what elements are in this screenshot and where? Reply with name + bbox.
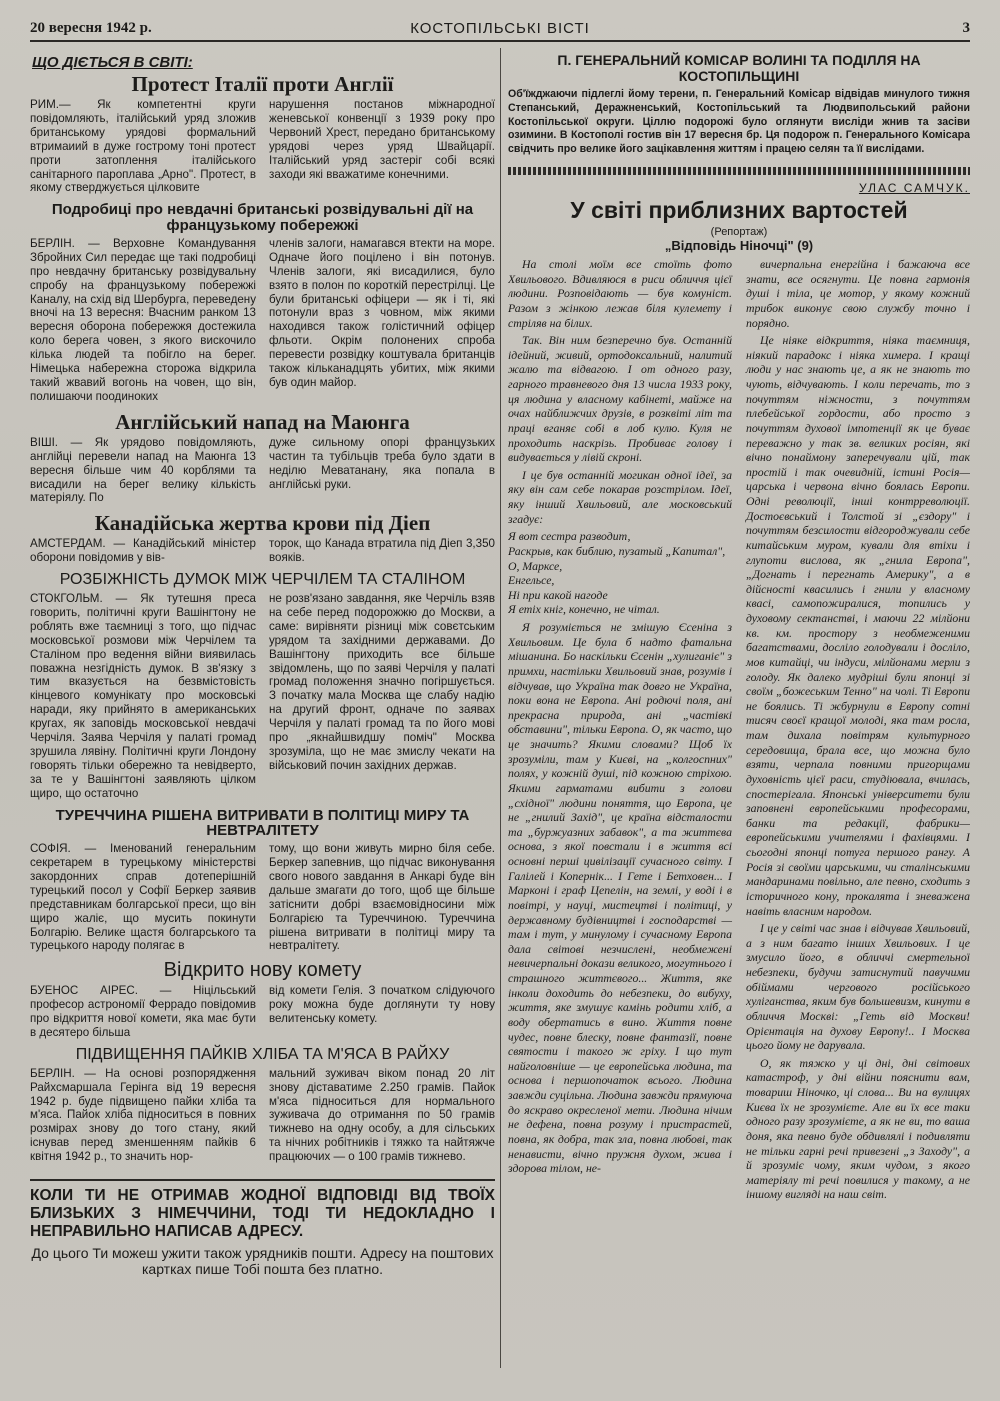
page-number: 3: [962, 20, 970, 36]
article-paragraph: О, як тяжко у ці дні, дні світових катастроф, у дні війни пояснити вам, товариш Ніночко, ці слова... Ви на вулицях Києва їх не зрозумієте. Але ви їх все таки одного разу зрозумієте, а як не ви, то ваша доня, яка певно буде обдивлялі і подивляти не тільки гарні речі привезені „з Заходу", а й зрозуміє чому, яким чудом, з якого матеріялу ті речі повилися у такому, а не іншому вигляді на наш світ.: [746, 1055, 970, 1202]
article-author: УЛАС САМЧУК.: [858, 181, 970, 196]
right-column: [508, 48, 970, 1393]
news-text: нарушення постанов міжнародної женевської конвенції з 1939 року про Червоний Хрест, передано британському урядові через уряд Швайцарії. Італійський уряд застеріг собі всякі заходи які вважатиме конечними.: [269, 98, 495, 181]
headline-british-recon: Подробиці про невдачні британські розвідувальні дії на французькому побережжі: [51, 201, 474, 235]
news-text: не розв'язано завдання, яке Черчіль взяв на себе перед подорожжю до Москви, а саме: вирівняти різниці між совєтським урядом та західними державами. До Вашінгтону приходить все більше звідомлень, що по заяві Черчіля у палаті громад положення значно погіршується. З початку мала Москва ще слабу надію на другий фронт, одначе по заявах Черчіля у палаті громад та по його мові про „якнайшвидшу поміч" Москва зрозуміла, що не має змислу чекати на військовий почин західних держав.: [269, 592, 495, 772]
news-text: РИМ.— Як компетентні круги повідомляють, італійський уряд зложив британському урядові формальний втримаиий в дуже гострому тоні протест проти затоплення італійського санітарного пароплава „Арно". Протест, в якому стверджується цілковите: [30, 98, 256, 195]
article-col-2: [746, 257, 970, 1205]
commissar-text: Об'їжджаючи підлеглі йому терени, п. Генеральний Комісар відвідав минулого тижня Степанський, Деражненський, Костопільський та Людвипольський райони Костопільської округи. Ціллю подорожі було оглянути висліди жнив та засіви озимини. В Костополі гостив він 17 вересня бр. Ця подорож п. Генерального Комісара свідчить про велике його зацікавлення життям і працею селян та її вислідами.: [508, 88, 970, 156]
headline-majunga: Англійський напад на Маюнга: [115, 409, 410, 434]
news-text: ВІШІ. — Як урядово повідомляють, англійці перевели напад на Маюнга 13 вересня більше чим 40 корблями та висадили на берег велику кількість матеріялу. По: [30, 435, 256, 505]
news-item: [30, 237, 495, 409]
article-paragraph: На столі моїм все стоїть фото Хвильового. Вдивляюся в риси обличчя цієї людини. Розповідають — був комуніст. Разом з жінкою лежав біля кулемету і стріляв на білих.: [508, 257, 732, 330]
postal-notice-bold: КОЛИ ТИ НЕ ОТРИМАВ ЖОДНОЇ ВІДПОВІДІ ВІД ТВОЇХ БЛИЗЬКИХ З НІМЕЧЧИНИ, ТОДІ ТИ НЕДОКЛАДНО І НЕПРАВИЛЬНО НАПИСАВ АДРЕСУ.: [30, 1187, 495, 1240]
news-item: [30, 98, 495, 200]
news-text: АМСТЕРДАМ. — Канадійський міністер оборони повідомив у вів-: [30, 537, 256, 565]
news-text: членів залоги, намагався втекти на море. Одначе його поцілено і він потонув. Членів залоги, які висадилися, було взято в полон по короткій перестрілці. Це були британські офіцери — як і ті, які потонули враз з човном, між якими находився також голістичний офіцер фльоти. Окрім полонених спроба перевести розвідку коштувала британців також кільканадцять убитих, між якими був один майор.: [269, 236, 495, 389]
news-text: мальний зуживач віком понад 20 літ знову діставатиме 2.250 грамів. Пайок м'яса підноситься для нормального зуживача до отримання по 50 грамів тижнево на одну особу, а для сільських та нічних робітників і тяжко та найтяжче працюючих — о 100 грамів тижнево.: [269, 1066, 495, 1164]
news-text: БУЕНОС АІРЕС. — Ніцільський професор астрономії Феррадо повідомив про відкриття нової комети, яка має бути в десятеро більша: [30, 984, 256, 1040]
article-paragraph: І це у світі час знав і відчував Хвильовий, а з ним багато інших Хвильових. І це змусило його, в обличчі смертельної небезпеки, будучи затиснутий павучими обіймами чергового російського хуліганства, яким був большевизм, кинути в обличчя Москві: „Геть від Москви! Орієнтація на духову Европу!.. І Москва цього йому не дарувала.: [746, 921, 970, 1053]
article-body: [508, 257, 970, 1205]
article-poem: Я вот сестра разводит, Раскрыв, как библию, пузатый „Капитал", О, Марксе, Енгельсе, Ні при какой нагоде Я етіх кніг, конечно, не чітал.: [508, 529, 726, 617]
article-series: „Відповідь Ніночці" (9): [664, 238, 814, 254]
postal-notice: [30, 1179, 495, 1278]
section-label: ЩО ДІЄТЬСЯ В СВІТІ:: [32, 54, 193, 71]
decorative-rule: [508, 167, 970, 175]
news-text: СТОКГОЛЬМ. — Як тутешня преса говорить, політичні круги Вашінгтону не роблять вже таємниці з того, що підчас московської розмови між Черчілем та Сталіном про ведення війни виявилась поважна незгідність думок. В зв'язку з тим вказується на безвмістовість кінцевого комунікату про московські наради, яку прийнято в американських кругах, як заповідь московської невдачі Черчіля. Заява Черчіля у палаті громад зрушила лявіну. Політичні круги Лондону говорять тільки обережно та невідверто, за те у Вашінгтоні заявляють цілком щиро, що остаточно: [30, 592, 256, 800]
headline-turkey: ТУРЕЧЧИНА РІШЕНА ВИТРИВАТИ В ПОЛІТИЦІ МИРУ ТА НЕВТРАЛІТЕТУ: [55, 806, 470, 840]
news-text: СОФІЯ. — Іменований генеральним секретарем в турецькому міністерстві закордонних справ дотеперішній турецький посол у Софії Беркер заявив представникам болгарської преси, що він щиро жаліє, що мусить покинути Болгарію. Велике щастя болгарського та турецького народу полягає в: [30, 842, 256, 953]
news-text: дуже сильному опорі французьких частин та тубільців треба було здати в неділю Меватанану, яка попала в англійські руки.: [269, 435, 495, 491]
news-text: БЕРЛІН. — На основі розпорядження Райхсмаршала Герінга від 19 вересня 1942 р. буде підвищено пайки хліба та м'яса. Пайок хліба підноситься в повних розмірах знову до того стану, який існував перед зменшенням пайків 6 квітня 1942 р., то значить нор-: [30, 1066, 256, 1164]
headline-churchill-stalin: РОЗБІЖНІСТЬ ДУМОК МІЖ ЧЕРЧІЛЕМ ТА СТАЛІНОМ: [59, 571, 466, 589]
news-text: торок, що Канада втратила під Діеп 3,350 вояків.: [269, 537, 495, 565]
issue-date: 20 вересня 1942 р.: [30, 20, 152, 36]
article-title: У світі приблизних вартостей: [570, 197, 908, 224]
news-item: [30, 592, 495, 806]
headline-comet: Відкрито нову комету: [163, 959, 362, 982]
news-item: [30, 537, 495, 570]
article-paragraph: Так. Він ним безперечно був. Останній ідейний, живий, ортодоксальний, налитий жалю та відвагою. І от одного разу, гарного травневого дня 13 числа 1933 року, ця людина у власному кабінеті, майже на очах найближчих друзів, в розквіті літ та праці вганяє собі в лоб кулю. Куля не проходить наскрізь. Пробиває голову і видувається у лівій скроні.: [508, 333, 732, 465]
postal-notice-text: До цього Ти можеш ужити також урядників пошти. Адресу на поштових картках пише Тобі пошта без платно.: [31, 1244, 494, 1278]
news-item: [30, 1067, 495, 1169]
headline-rations: ПІДВИЩЕННЯ ПАЙКІВ ХЛІБА ТА М'ЯСА В РАЙХУ: [75, 1045, 450, 1063]
article-paragraph: вичерпальна енергійна і бажаюча все знати, все осягнути. Це повна гармонія душі і тіла, це мотор, у якому кожний трибок виконує свою службу точно і порядно.: [746, 257, 970, 330]
news-item: [30, 436, 495, 511]
article-paragraph: Я розуміється не змішую Єсеніна з Хвильовим. Це була б надто фатальна мішанина. Бо наскільки Єсенін „хулиганіє" з примхи, настільки Хвильовий знав, розумів і відчував, що Україна так довго не Україна, поки вона не Европа. Ані родючі поля, ані прекрасна природа, ані „частівкі обставини", тільки Европа. О, як часто, що це значить? Якими словами? Щоб їх зрозуміли, там у Києві, на „колгоспних" полях, у кожній душі, під кожною стріхою. Якими гарматами вибити з голови „східної" людини поняття, що Европа, це не „гнилий Захід", це країна відсталости та „буржуазних забавок", а та життєва основа, з якої повстали і в життя всі основні перші цивілізації сучасного світу. І Галілей і Копернік... І Гете і Бетховен... І Марконі і граф Цепелін, на землі, у воді і в повітрі, у науці, мистецтві і політиці, у державному будівництві і господарстві — там і тут, у минулому і сучасному Европа дала світові незчислені, необмежені невичерпальні докази великого, могутнього і страшного життєвого... Життя, яке інколи доходить до небезпеки, до вибуху, життя, яке змушує камінь родити хліб, а воду обертатись в вино. Життя повне чудес, повне блеску, повне фантазії, повне святости і такого ж гріху. І що тут найголовніше — це европейська людина, та основа і першопочаток всього. Людина завжди суцільна. Людина завжди прямуюча до яскраво окресленої мети. Людина нічим не дефена, повна розуму і пристрастей, повна, як добра, так зла, повна любові, так ненависти, вічно пружня духом, жива і здорова тілом, не-: [508, 620, 732, 1176]
news-text: БЕРЛІН. — Верховне Командування Збройних Сил передає ще такі подробиці про невдачну британську розвідувальну спробу на французькому побережжі Каналу, на схід від Шербурга, переведену вночі на 13 вересня: Вчасним ранком 13 вересня оборона побережжя достежила коло берега човен, з якого вискочило кілька людей та побігло на берег. Німецька набережна сторожа відкрила такий жвавий вогонь на човен, що він, полишаючи поодиноких: [30, 236, 256, 403]
news-text: тому, що вони живуть мирно біля себе. Беркер запевнив, що підчас виконування свого нового завдання в Анкарі буде він дальше змагати до того, щоб ще більше затіснити добрі взаємовідносини між Болгарією та Туреччиною. Туреччина рішена витривати в політиці миру та невтралітету.: [269, 842, 495, 953]
headline-dieppe: Канадійська жертва крови під Діеп: [94, 511, 431, 536]
article-col-1: [508, 257, 732, 1205]
article-subtitle: (Репортаж): [710, 226, 768, 239]
newspaper-title: КОСТОПІЛЬСЬКІ ВІСТІ: [410, 20, 590, 37]
world-news-column: [30, 48, 495, 1393]
news-text: від комети Гелія. З початком слідуючого року можна буде доглянути ту нову велитенську комету.: [269, 984, 495, 1026]
article-paragraph: Це ніяке відкриття, ніяка таємниця, ніякий парадокс і ніяка химера. І кращі люди у нас знають це, а як не знають то чують, відчувають. І коли перечать, то з почуттям ніжности, з почуттям плебейської гордости, або просто з почуттям духової імпотенції як це буває переважно у так зв. великих росіян, які вічно понаймону заперечували цій, так простій і так очевидній, істині Росія—царська і червона вічно боялась Европи. Одні революції, інші контрреволюції. Достоєвський і Толстой зі „єздору" і почуттям безсилости відгороджували себе китайським муром, кували для втіхи і глупоти вислова, як „гнила Европа", „Догнать і перегнать Америку", а в дійсності квасились і гнили у власному квасі, самопожиралися, топились у духовому сектанстві, і маючи 22 мілйони кв. км. простору з необмеженими багатствами, досліло голодували і досліло, мов китайці, чи індуси, мілйонами мерли з голоду. Як далеко мудріші були японці зі своїм „божеським Тенно" на чолі. Ті Европи не боялись. Ті жбурнули в Европу сотні тисяч своєї кращої молоді, яка там росла, там дихала повітрям культурного середовища, брала все, що можна було взяти, черпала повними пригорщами духовність цієї раси, студіювала, вчилась, спостерігала. Японські університети були заповнені европейськими професорами, банки та редакції, фабрики—европейськими учителями і фахівцями. І сьогодні японці потуга першого рангу. А Росія зі своїми царськими, чи сталінськими мандаринами повільно, але певно, сходить з історичного кону, прокалята і зневажена навіть власним народом.: [746, 333, 970, 918]
news-item: [30, 842, 495, 958]
column-divider: [500, 48, 501, 1368]
commissar-headline: П. ГЕНЕРАЛЬНИЙ КОМІСАР ВОЛИНІ ТА ПОДІЛЛЯ НА КОСТОПІЛЬЩИНІ: [557, 52, 921, 85]
masthead: [30, 18, 970, 42]
news-item: [30, 984, 495, 1045]
article-paragraph: І це був останній могикан одної ідеї, за яку він сам себе покарав розстрілом. Ідеї, яку інший Хвильовий, але московський згадує:: [508, 467, 732, 526]
headline-italy-protest: Протест Італії проти Англії: [131, 72, 394, 96]
